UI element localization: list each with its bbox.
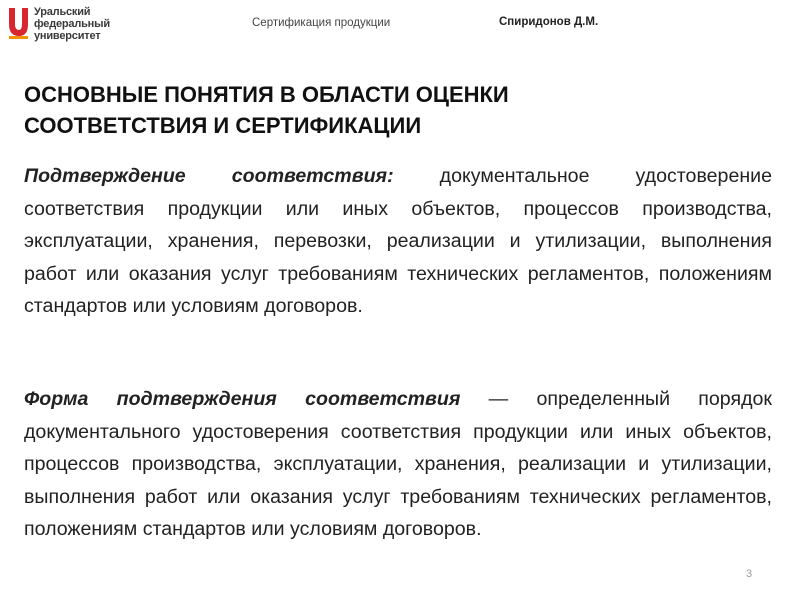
- page-number: 3: [746, 568, 753, 580]
- university-name: [34, 6, 110, 42]
- slide-heading-line: СООТВЕТСТВИЯ И СЕРТИФИКАЦИИ: [24, 113, 422, 138]
- author-name: Спиридонов Д.М.: [499, 16, 599, 28]
- definition-text: документальное удостоверение соответствия продукции или иных объектов, процессов производства, эксплуатации, хранения, перевозки, реализации и утилизации, выполнения работ или оказания услуг требованиям технических регламентов, положениям стандартов или условиям договоров.: [24, 165, 772, 317]
- university-name-line: университет: [34, 30, 101, 42]
- definition-term: Форма подтверждения соответствия: [24, 388, 461, 410]
- definition-term: Подтверждение соответствия:: [24, 165, 394, 187]
- definition-conformity-confirmation: [24, 160, 772, 323]
- urfu-emblem-icon: [6, 6, 30, 40]
- course-title: Сертификация продукции: [252, 17, 391, 29]
- slide-heading-line: ОСНОВНЫЕ ПОНЯТИЯ В ОБЛАСТИ ОЦЕНКИ: [24, 82, 509, 107]
- definition-text: — определенный порядок документального удостоверения соответствия продукции или иных объектов, процессов производства, эксплуатации, хранения, реализации и утилизации, выполнения работ или оказания услуг требованиям технических регламентов, положениям стандартов или условиям договоров.: [24, 388, 772, 540]
- slide-heading: [24, 79, 784, 141]
- university-name-line: федеральный: [34, 18, 110, 30]
- definition-conformity-form: [24, 383, 772, 546]
- university-name-line: Уральский: [34, 6, 91, 18]
- university-logo: [6, 6, 110, 42]
